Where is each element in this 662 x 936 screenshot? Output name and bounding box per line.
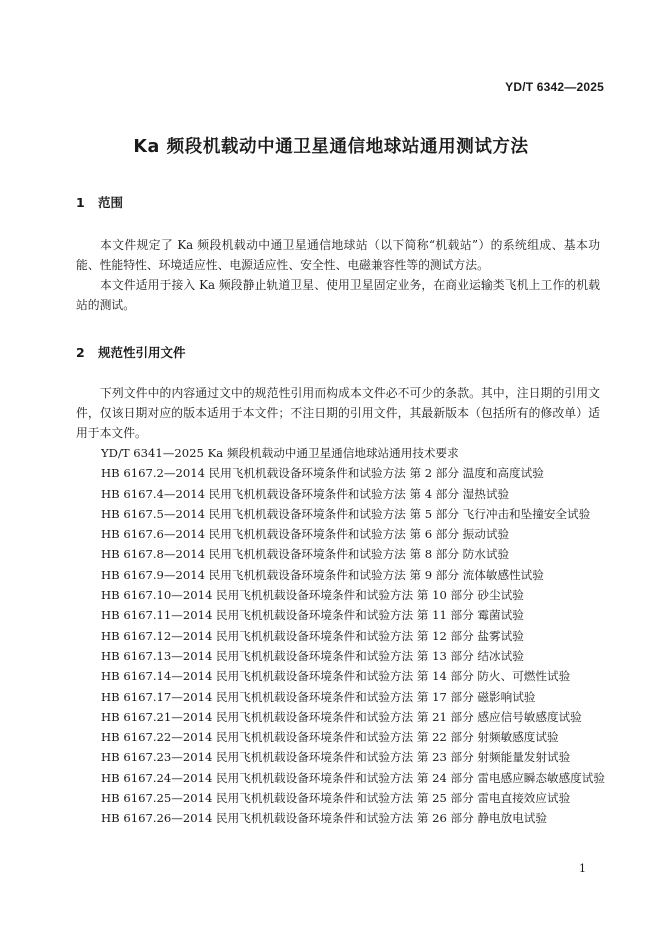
reference-item: HB 6167.13—2014 民用飞机机载设备环境条件和试验方法 第 13 部分 结冰试验 bbox=[101, 648, 524, 663]
section-title: 规范性引用文件 bbox=[98, 345, 186, 360]
reference-item: HB 6167.14—2014 民用飞机机载设备环境条件和试验方法 第 14 部分 防火、可燃性试验 bbox=[101, 669, 571, 684]
reference-item: HB 6167.2—2014 民用飞机机载设备环境条件和试验方法 第 2 部分 温度和高度试验 bbox=[101, 466, 544, 481]
normative-references-intro: 下列文件中的内容通过文中的规范性引用而构成本文件必不可少的条款。其中，注日期的引用文件，仅该日期对应的版本适用于本文件；不注日期的引用文件，其最新版本（包括所有的修改单）适用于本文件。 bbox=[76, 386, 600, 440]
document-title: Ka 频段机载动中通卫星通信地球站通用测试方法 bbox=[133, 137, 529, 157]
standard-code: YD/T 6342—2025 bbox=[505, 80, 604, 94]
reference-item: HB 6167.24—2014 民用飞机机载设备环境条件和试验方法 第 24 部分 雷电感应瞬态敏感度试验 bbox=[101, 770, 605, 785]
reference-item: HB 6167.26—2014 民用飞机机载设备环境条件和试验方法 第 26 部分 静电放电试验 bbox=[101, 811, 547, 826]
reference-item: HB 6167.12—2014 民用飞机机载设备环境条件和试验方法 第 12 部分 盐雾试验 bbox=[101, 628, 524, 643]
reference-list bbox=[101, 443, 605, 829]
reference-item: HB 6167.4—2014 民用飞机机载设备环境条件和试验方法 第 4 部分 湿热试验 bbox=[101, 486, 510, 501]
reference-item: YD/T 6341—2025 Ka 频段机载动中通卫星通信地球站通用技术要求 bbox=[101, 446, 459, 460]
reference-item: HB 6167.6—2014 民用飞机机载设备环境条件和试验方法 第 6 部分 振动试验 bbox=[101, 527, 510, 542]
reference-item: HB 6167.8—2014 民用飞机机载设备环境条件和试验方法 第 8 部分 防水试验 bbox=[101, 547, 510, 562]
reference-item: HB 6167.10—2014 民用飞机机载设备环境条件和试验方法 第 10 部分 砂尘试验 bbox=[101, 588, 524, 603]
reference-item: HB 6167.25—2014 民用飞机机载设备环境条件和试验方法 第 25 部分 雷电直接效应试验 bbox=[101, 791, 571, 806]
section-number: 1 bbox=[76, 195, 85, 210]
section-2-heading bbox=[76, 343, 186, 361]
reference-item: HB 6167.21—2014 民用飞机机载设备环境条件和试验方法 第 21 部分 感应信号敏感度试验 bbox=[101, 709, 582, 724]
reference-item: HB 6167.11—2014 民用飞机机载设备环境条件和试验方法 第 11 部分 霉菌试验 bbox=[101, 608, 524, 623]
scope-paragraph-2: 本文件适用于接入 Ka 频段静止轨道卫星、使用卫星固定业务，在商业运输类飞机上工作的机载站的测试。 bbox=[76, 278, 600, 312]
reference-item: HB 6167.22—2014 民用飞机机载设备环境条件和试验方法 第 22 部分 射频敏感度试验 bbox=[101, 730, 559, 745]
reference-item: HB 6167.5—2014 民用飞机机载设备环境条件和试验方法 第 5 部分 飞行冲击和坠撞安全试验 bbox=[101, 506, 591, 521]
section-1-heading bbox=[76, 193, 123, 211]
reference-item: HB 6167.23—2014 民用飞机机载设备环境条件和试验方法 第 23 部分 射频能量发射试验 bbox=[101, 750, 571, 765]
scope-paragraph-1: 本文件规定了 Ka 频段机载动中通卫星通信地球站（以下简称“机载站”）的系统组成、基本功能、性能特性、环境适应性、电源适应性、安全性、电磁兼容性等的测试方法。 bbox=[76, 238, 600, 272]
page-number: 1 bbox=[579, 862, 586, 875]
reference-item: HB 6167.9—2014 民用飞机机载设备环境条件和试验方法 第 9 部分 流体敏感性试验 bbox=[101, 567, 544, 582]
section-number: 2 bbox=[76, 345, 85, 360]
section-title: 范围 bbox=[98, 195, 124, 210]
reference-item: HB 6167.17—2014 民用飞机机载设备环境条件和试验方法 第 17 部分 磁影响试验 bbox=[101, 689, 536, 704]
